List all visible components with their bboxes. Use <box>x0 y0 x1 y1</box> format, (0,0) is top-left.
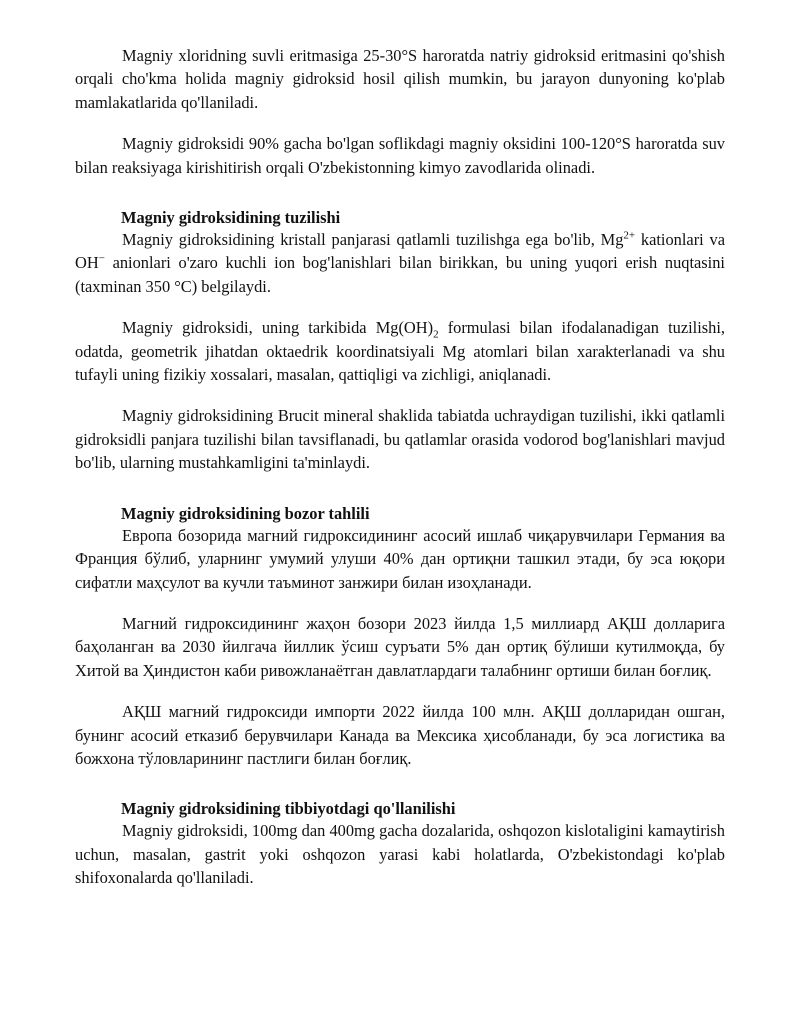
section-heading-medical: Magniy gidroksidining tibbiyotdagi qo'llanilishi <box>121 799 456 819</box>
section-heading-market: Magniy gidroksidining bozor tahlili <box>121 503 370 523</box>
section-heading-structure: Magniy gidroksidining tuzilishi <box>121 208 341 228</box>
structure-paragraph-1: Magniy gidroksidining kristall panjarasi qatlamli tuzilishga ega bo'lib, $Mg^{2+}$ kationlari va OH− anionlari o'zaro kuchli ion bog'lanishlari bilan birikkan, bu uning yuqori erish nuqtasini (taxminan 350 °C) belgilaydi. <box>75 229 725 296</box>
market-paragraph-1: Европа бозорида магний гидроксидининг асосий ишлаб чиқарувчилари Германия ва Франция бўлиб, уларнинг умумий улуши 40% дан ортиқни ташкил этади, бу эса юқори сифатли маҳсулот ва кучли таъминот занжири билан изоҳланади. <box>75 525 725 592</box>
structure-paragraph-3: Magniy gidroksidining Brucit mineral shaklida tabiatda uchraydigan tuzilishi, ikki qatlamli gidroksidli panjara tuzilishi bilan tavsiflanadi, bu qatlamlar orasida vodorod bog'lanishlari mavjud bo'lib, ularning mustahkamligini ta'minlaydi. <box>75 406 725 473</box>
market-paragraph-2: Магний гидроксидининг жаҳон бозори 2023 йилда 1,5 миллиард АҚШ долларига баҳоланган ва 2030 йилгача йиллик ўсиш суръати 5% дан ортиқ бўлиши кутилмоқда, бу Хитой ва Ҳиндистон каби ривожланаётган давлатлардаги талабнинг ортиши билан боғлиқ. <box>75 613 725 680</box>
structure-paragraph-2: Magniy gidroksidi, uning tarkibida $Mg(OH)_2$ formulasi bilan ifodalanadigan tuzilishi, odatda, geometrik jihatdan oktaedrik koordinatsiyali Mg atomlari bilan xarakterlanadi va shu tufayli uning fizikiy xossalari, masalan, qattiqligi va zichligi, aniqlanadi. <box>75 318 725 385</box>
market-paragraph-3: АҚШ магний гидроксиди импорти 2022 йилда 100 млн. АҚШ долларидан ошган, бунинг асосий етказиб берувчилари Канада ва Мексика ҳисобланади, бу эса логистика ва божхона тўловларининг пастлиги билан боғлиқ. <box>75 702 725 768</box>
intro-paragraph-1: Magniy xloridning suvli eritmasiga 25-30°S haroratda natriy gidroksid eritmasini qo'shish orqali cho'kma holida magniy gidroksid hosil qilish mumkin, bu jarayon dunyoning ko'plab mamlakatlarida qo'llaniladi. <box>75 46 725 112</box>
intro-paragraph-2: Magniy gidroksidi 90% gacha bo'lgan soflikdagi magniy oksidini 100-120°S haroratda suv bilan reaksiyaga kirishitirish orqali O'zbekistonning kimyo zavodlarida olinadi. <box>75 134 725 177</box>
medical-paragraph-1: Magniy gidroksidi, 100mg dan 400mg gacha dozalarida, oshqozon kislotaligini kamaytirish uchun, masalan, gastrit yoki oshqozon yarasi kabi holatlarda, O'zbekistondagi ko'plab shifoxonalarda qo'llaniladi. <box>75 821 725 888</box>
